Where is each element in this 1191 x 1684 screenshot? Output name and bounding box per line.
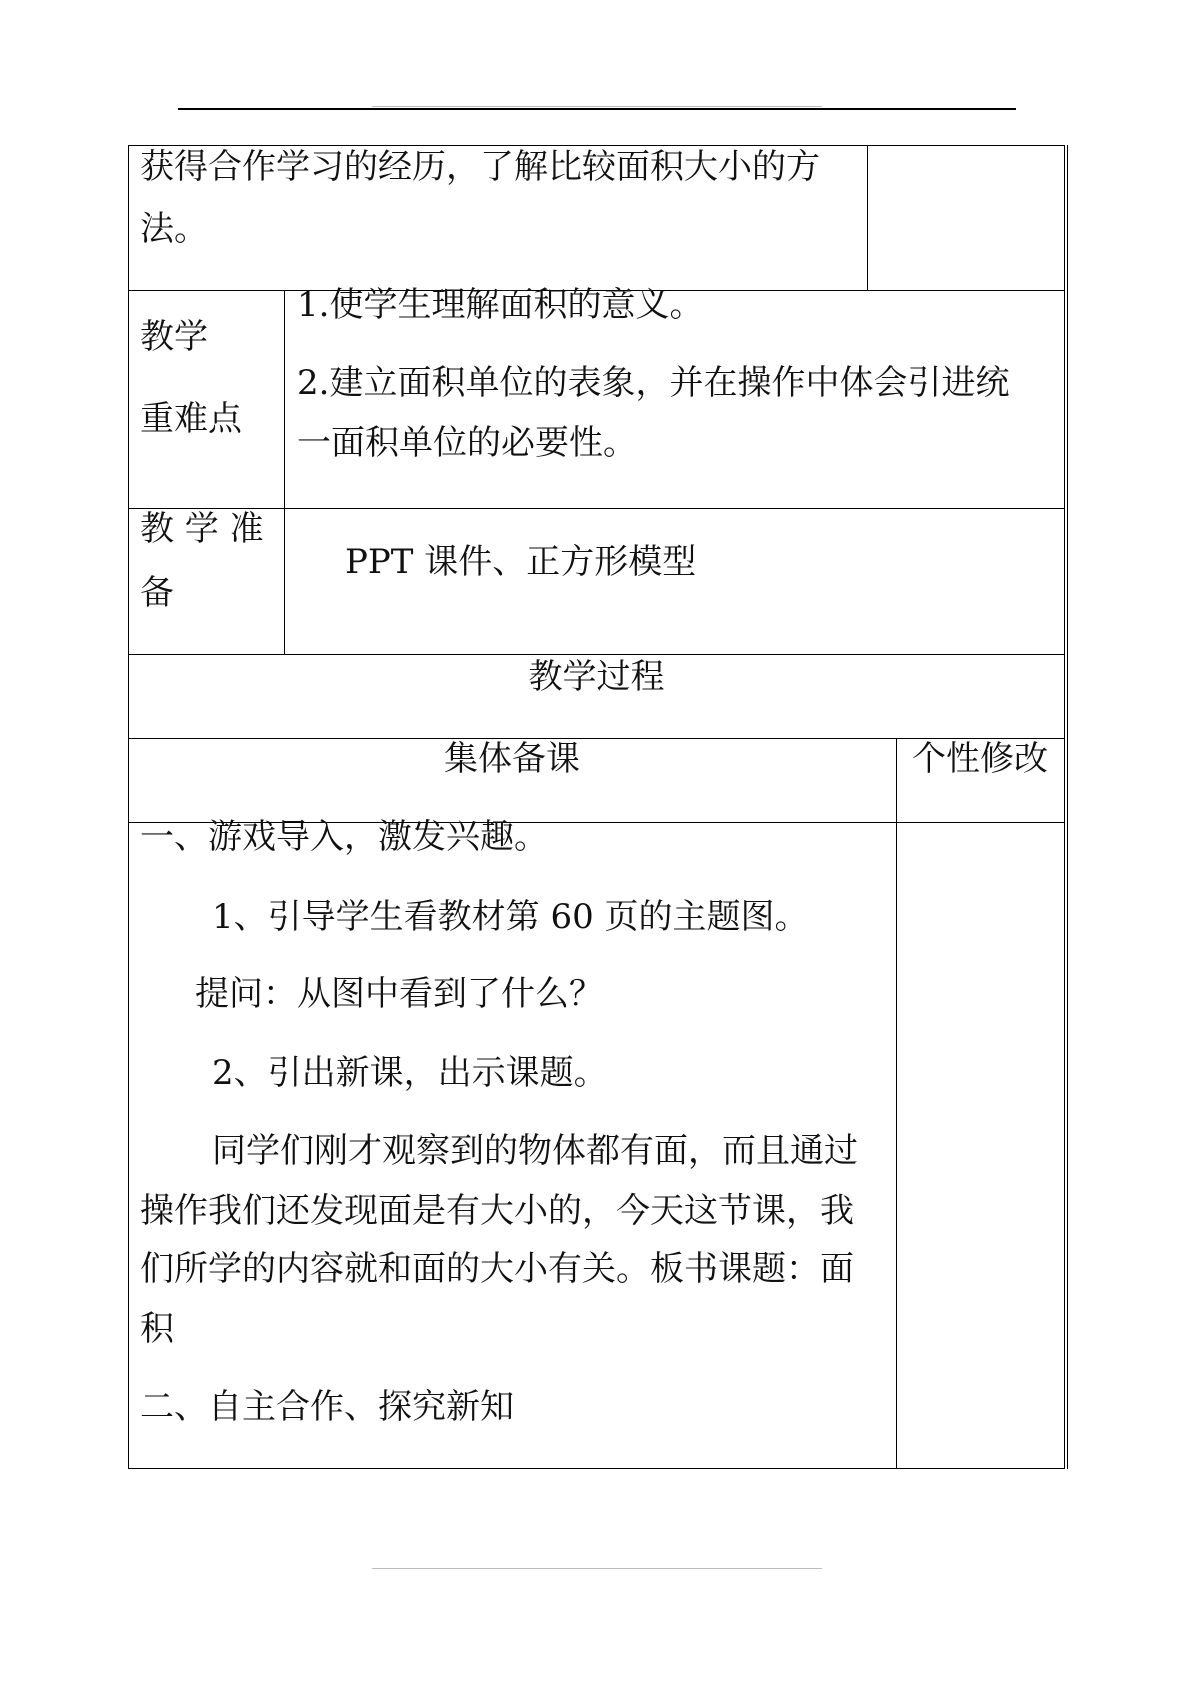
table-left-border: [128, 145, 129, 1469]
preparation-content: PPT 课件、正方形模型: [345, 542, 697, 582]
section-1-heading: 一、游戏导入，激发兴趣。: [140, 817, 548, 857]
paragraph-line3: 们所学的内容就和面的大小有关。板书课题：面: [140, 1249, 854, 1289]
difficulty-item-2-line2: 一面积单位的必要性。: [297, 423, 637, 463]
process-title: 教学过程: [528, 657, 665, 697]
objective-text-line1: 获得合作学习的经历，了解比较面积大小的方: [140, 147, 820, 187]
section-2-heading: 二、自主合作、探究新知: [140, 1387, 514, 1427]
table-right-border-outer: [1067, 145, 1068, 1469]
footer-rule: [372, 1568, 822, 1569]
label-column-divider: [284, 290, 285, 654]
difficulty-label-line1: 教学: [140, 317, 208, 357]
collective-header: 集体备课: [444, 739, 580, 779]
row-divider-3: [128, 654, 1065, 655]
objective-text-line2: 法。: [140, 209, 208, 249]
table-right-border: [1064, 145, 1065, 1469]
difficulty-item-2-line1: 2.建立面积单位的表象，并在操作中体会引进统: [297, 363, 1010, 403]
step-2: 2、引出新课，出示课题。: [212, 1053, 608, 1093]
preparation-label-line2: 备: [140, 573, 174, 613]
difficulty-item-1: 1.使学生理解面积的意义。: [297, 285, 704, 325]
question: 提问：从图中看到了什么？: [195, 974, 603, 1014]
paragraph-line4: 积: [140, 1309, 174, 1349]
row1-column-divider: [867, 145, 868, 290]
table-top-border: [128, 145, 1065, 146]
paragraph-line2: 操作我们还发现面是有大小的，今天这节课，我: [140, 1191, 854, 1231]
table-bottom-border: [128, 1468, 1065, 1469]
header-thin-rule: [372, 106, 822, 107]
row-divider-2: [128, 508, 1065, 509]
header-rule: [178, 108, 1016, 110]
personal-column-divider: [896, 738, 897, 1468]
step-1: 1、引导学生看教材第 60 页的主题图。: [212, 897, 809, 937]
preparation-label-line1: 教 学 准: [140, 509, 264, 549]
paragraph-line1: 同学们刚才观察到的物体都有面，而且通过: [212, 1131, 858, 1171]
difficulty-label-line2: 重难点: [140, 399, 242, 439]
personal-header: 个性修改: [912, 739, 1048, 779]
